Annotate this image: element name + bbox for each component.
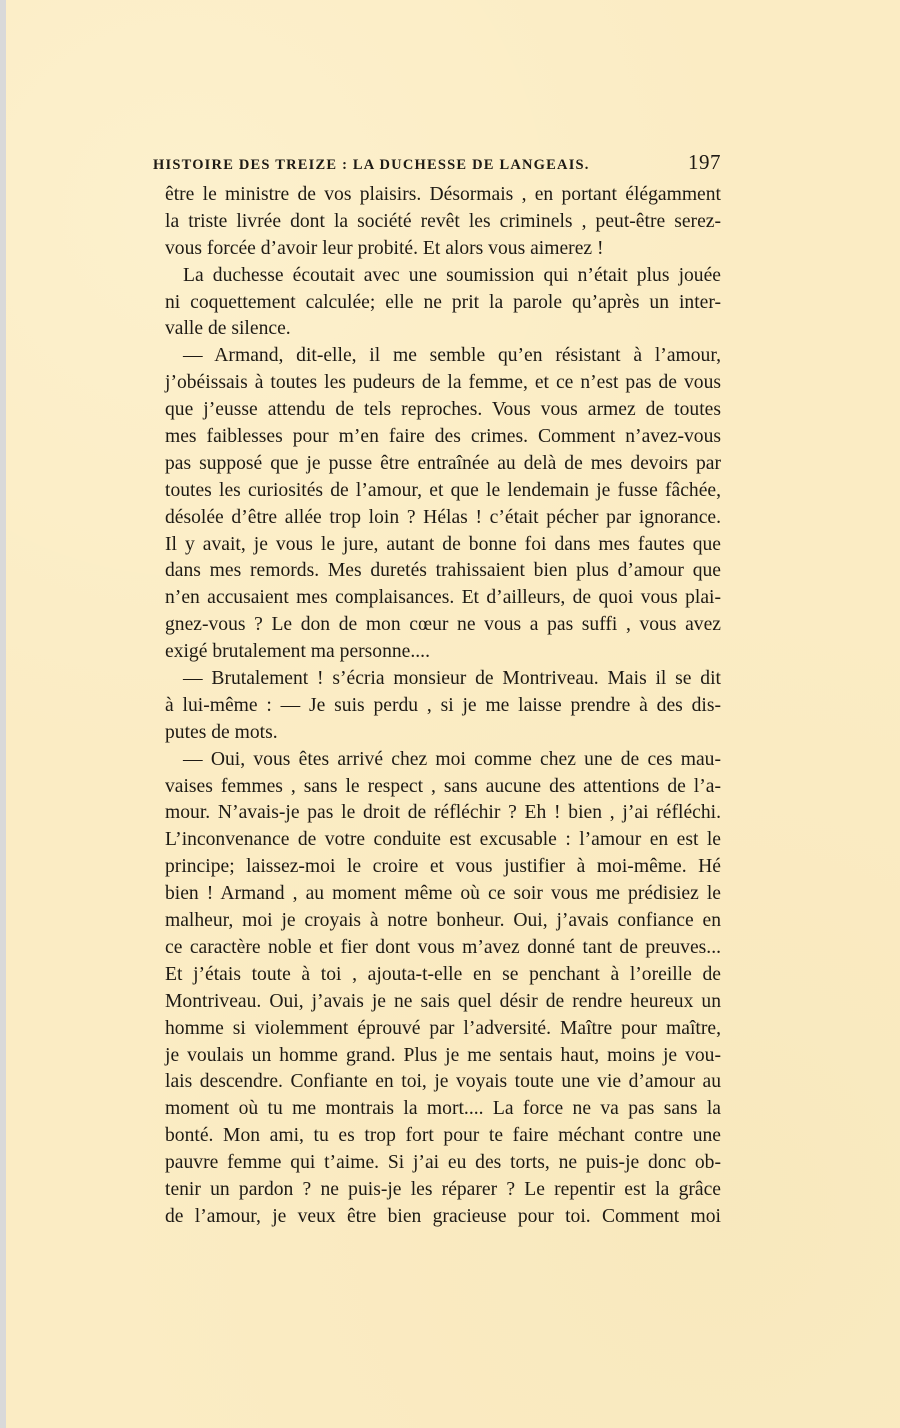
text-line — [165, 263, 721, 290]
page-number: 197 — [688, 150, 721, 174]
text-line — [165, 505, 721, 532]
text-line — [165, 989, 721, 1016]
running-title: HISTOIRE DES TREIZE : LA DUCHESSE DE LANGEAIS. — [153, 157, 590, 173]
text-line — [165, 478, 721, 505]
book-page — [6, 0, 900, 1428]
text-line — [165, 236, 721, 263]
text-line — [165, 343, 721, 370]
text-line-content: désolée d’être allée trop loin ? Hélas ! c’était pécher par ignorance. — [165, 506, 721, 528]
text-line-content: être le ministre de vos plaisirs. Désormais , en portant élégamment — [165, 184, 721, 205]
text-line — [165, 666, 721, 693]
text-line — [165, 747, 721, 774]
text-line — [165, 827, 721, 854]
text-line-content: à lui-même : — Je suis perdu , si je me laisse prendre à des dis- — [165, 694, 721, 716]
text-line-content: que j’eusse attendu de tels reproches. Vous vous armez de toutes — [165, 399, 721, 421]
text-line-content: tenir un pardon ? ne puis-je les réparer ? Le repentir est la grâce — [165, 1178, 721, 1200]
text-line — [165, 424, 721, 451]
text-line — [165, 774, 721, 801]
text-line — [165, 800, 721, 827]
text-line-content: — Armand, dit-elle, il me semble qu’en résistant à l’amour, — [183, 345, 721, 367]
text-line — [165, 881, 721, 908]
text-line — [165, 908, 721, 935]
text-line-content: putes de mots. — [165, 721, 278, 743]
text-line-content: gnez-vous ? Le don de mon cœur ne vous a pas suffi , vous avez — [165, 614, 721, 636]
text-line-content: Montriveau. Oui, j’avais je ne sais quel désir de rendre heureux un — [165, 990, 721, 1012]
text-line-content: n’en accusaient mes complaisances. Et d’ailleurs, de quoi vous plai- — [165, 587, 721, 609]
text-line-content: exigé brutalement ma personne.... — [165, 641, 430, 663]
text-line — [165, 532, 721, 559]
text-line-content: mour. N’avais-je pas le droit de réfléchir ? Eh ! bien , j’ai réfléchi. — [165, 802, 721, 824]
text-line — [165, 209, 721, 236]
text-line — [165, 1204, 721, 1231]
text-line — [165, 451, 721, 478]
text-line-content: je voulais un homme grand. Plus je me sentais haut, moins je vou- — [165, 1044, 721, 1066]
text-line-content: bonté. Mon ami, tu es trop fort pour te faire méchant contre une — [165, 1125, 721, 1147]
text-line-content: — Brutalement ! s’écria monsieur de Montriveau. Mais il se dit — [183, 668, 721, 690]
text-line-content: Et j’étais toute à toi , ajouta-t-elle en se penchant à l’oreille de — [165, 963, 721, 985]
text-line — [165, 612, 721, 639]
text-line-content: dans mes remords. Mes duretés trahissaient bien plus d’amour que — [165, 560, 721, 582]
text-line — [165, 1069, 721, 1096]
text-line — [165, 1043, 721, 1070]
text-line-content: principe; laissez-moi le croire et vous justifier à moi-même. Hé — [165, 856, 721, 878]
text-line-content: la triste livrée dont la société revêt les criminels , peut-être serez- — [165, 210, 721, 232]
text-line — [165, 370, 721, 397]
text-line-content: bien ! Armand , au moment même où ce soir vous me prédisiez le — [165, 883, 721, 905]
page-text-block — [153, 150, 721, 1231]
text-line — [165, 1150, 721, 1177]
text-line-content: L’inconvenance de votre conduite est excusable : l’amour en est le — [165, 829, 721, 851]
text-line-content: La duchesse écoutait avec une soumission qui n’était plus jouée — [183, 264, 721, 286]
text-line — [165, 962, 721, 989]
text-line-content: ni coquettement calculée; elle ne prit la parole qu’après un inter- — [165, 291, 721, 313]
running-head — [153, 150, 721, 182]
text-line — [165, 935, 721, 962]
text-line-content: vaises femmes , sans le respect , sans aucune des attentions de l’a- — [165, 775, 721, 797]
text-line-content: toutes les curiosités de l’amour, et que le lendemain je fusse fâchée, — [165, 479, 721, 501]
text-line — [165, 558, 721, 585]
text-line — [165, 1123, 721, 1150]
body-text — [165, 182, 721, 1231]
text-line-content: — Oui, vous êtes arrivé chez moi comme chez une de ces mau- — [183, 748, 721, 770]
text-line — [165, 316, 721, 343]
text-line-content: moment où tu me montrais la mort.... La force ne va pas sans la — [165, 1098, 721, 1120]
text-line-content: de l’amour, je veux être bien gracieuse pour toi. Comment moi — [165, 1205, 721, 1227]
text-line — [165, 397, 721, 424]
text-line — [165, 290, 721, 317]
text-line — [165, 182, 721, 209]
text-line-content: lais descendre. Confiante en toi, je voyais toute une vie d’amour au — [165, 1071, 721, 1093]
text-line-content: malheur, moi je croyais à notre bonheur. Oui, j’avais confiance en — [165, 910, 721, 932]
text-line-content: ce caractère noble et fier dont vous m’avez donné tant de preuves... — [165, 936, 721, 958]
text-line — [165, 639, 721, 666]
text-line-content: mes faiblesses pour m’en faire des crimes. Comment n’avez-vous — [165, 426, 721, 448]
text-line — [165, 1016, 721, 1043]
text-line — [165, 585, 721, 612]
text-line-content: homme si violemment éprouvé par l’adversité. Maître pour maître, — [165, 1017, 721, 1039]
text-line — [165, 1177, 721, 1204]
text-line-content: vous forcée d’avoir leur probité. Et alors vous aimerez ! — [165, 237, 604, 259]
text-line — [165, 720, 721, 747]
text-line — [165, 854, 721, 881]
text-line-content: pas supposé que je pusse être entraînée au delà de mes devoirs par — [165, 452, 721, 474]
text-line-content: j’obéissais à toutes les pudeurs de la femme, et ce n’est pas de vous — [165, 372, 721, 394]
text-line — [165, 1096, 721, 1123]
text-line — [165, 693, 721, 720]
text-line-content: valle de silence. — [165, 318, 291, 340]
text-line-content: pauvre femme qui t’aime. Si j’ai eu des torts, ne puis-je donc ob- — [165, 1152, 721, 1174]
text-line-content: Il y avait, je vous le jure, autant de bonne foi dans mes fautes que — [165, 533, 721, 555]
